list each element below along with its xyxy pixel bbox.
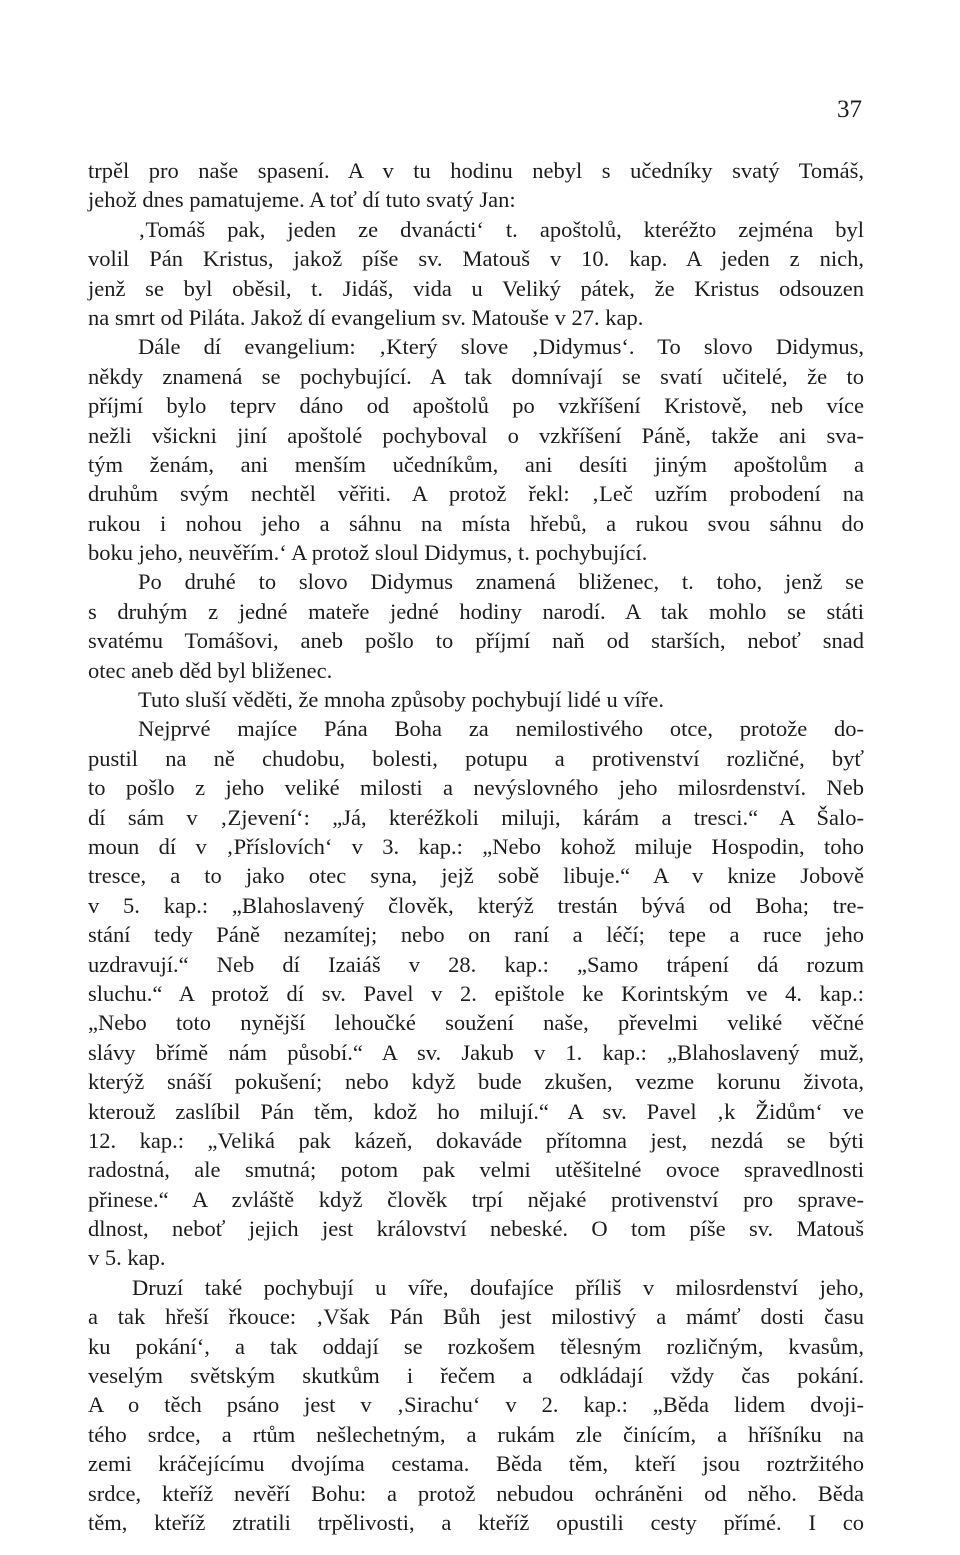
text-line: Po druhé to slovo Didymus znamená bliženec, t. toho, jenž se xyxy=(138,569,864,595)
text-line: druhům svým nechtěl věřiti. A protož řekl: ‚Leč uzřím probodení na xyxy=(88,481,864,507)
text-line: na smrt od Piláta. Jakož dí evangelium sv. Matouše v 27. kap. xyxy=(88,304,644,330)
text-line: volil Pán Kristus, jakož píše sv. Matouš v 10. kap. A jeden z nich, xyxy=(88,246,864,272)
text-line: tresce, a to jako otec syna, jejž sobě libuje.“ A v knize Jobově xyxy=(88,863,864,889)
text-line: pustil na ně chudobu, bolesti, potupu a protivenství rozličné, byť xyxy=(88,745,864,771)
text-line: s druhým z jedné mateře jedné hodiny narodí. A tak mohlo se státi xyxy=(88,598,864,624)
text-line: moun dí v ‚Příslovích‘ v 3. kap.: „Nebo kohož miluje Hospodin, toho xyxy=(88,833,864,859)
text-line: radostná, ale smutná; potom pak velmi utěšitelné ovoce spravedlnosti xyxy=(88,1157,864,1183)
text-line: tým ženám, ani menším učedníkům, ani desíti jiným apoštolům a xyxy=(88,451,864,477)
text-line: nežli všicknі jiní apoštolé pochyboval o vzkříšení Páně, takže ani sva- xyxy=(88,422,864,448)
text-line: v 5. kap. xyxy=(88,1245,166,1271)
text-line: ku pokání‘, a tak oddají se rozkošem tělesným rozličným, kvasům, xyxy=(88,1333,864,1359)
text-line: Dále dí evangelium: ‚Který slove ‚Didymus‘. To slovo Didymus, xyxy=(138,334,864,360)
text-line: svatému Tomášovi, aneb pošlo to příjmí naň od starších, neboť snad xyxy=(88,628,864,654)
text-line: veselým světským skutkům i řečem a odkládají vždy čas pokání. xyxy=(88,1363,864,1389)
text-line: otec aneb děd byl bliženec. xyxy=(88,657,333,683)
text-line: Nejprvé majíce Pána Boha za nemilostivého otce, protože do- xyxy=(138,716,864,742)
text-line: uzdravují.“ Neb dí Izaiáš v 28. kap.: „Samo trápení dá rozum xyxy=(88,951,864,977)
text-line: zemi kráčejícímu dvojíma cestama. Běda těm, kteří jsou roztržitého xyxy=(88,1451,864,1477)
text-line: srdce, kteříž nevěří Bohu: a protož nebudou ochráněni od něho. Běda xyxy=(88,1480,864,1506)
body-text xyxy=(88,156,864,1537)
text-line: sluchu.“ A protož dí sv. Pavel v 2. epištole ke Korintským ve 4. kap.: xyxy=(88,980,864,1006)
text-line: přinese.“ A zvláště když člověk trpí nějaké protivenství pro sprave- xyxy=(88,1186,864,1212)
text-line: 12. kap.: „Veliká pak kázeň, dokaváde přítomna jest, nezdá se býti xyxy=(88,1127,864,1153)
text-line: to pošlo z jeho veliké milosti a nevýslovného jeho milosrdenství. Neb xyxy=(88,775,864,801)
text-line: dlnost, neboť jejich jest království nebeské. O tom píše sv. Matouš xyxy=(88,1216,864,1242)
text-line: jehož dnes pamatujeme. A toť dí tuto svatý Jan: xyxy=(88,187,516,213)
text-line: Druzí také pochybují u víře, doufajíce příliš v milosrdenství jeho, xyxy=(132,1274,864,1300)
text-line: a tak hřeší řkouce: ‚Však Pán Bůh jest milostivý a mámť dosti času xyxy=(88,1304,864,1330)
text-line: příjmí bylo teprv dáno od apoštolů po vzkříšení Kristově, neb více xyxy=(88,393,864,419)
text-line: Tuto sluší věděti, že mnoha způsoby pochybují lidé u víře. xyxy=(138,687,664,713)
page-number: 37 xyxy=(837,96,862,123)
text-line: stání tedy Páně nezamítej; nebo on raní a léčí; tepe a ruce jeho xyxy=(88,922,864,948)
text-line: boku jeho, neuvěřím.‘ A protož sloul Didymus, t. pochybující. xyxy=(88,540,648,566)
text-line: slávy břímě nám působí.“ A sv. Jakub v 1. kap.: „Blahoslavený muž, xyxy=(88,1039,864,1065)
text-line: kterýž snáší pokušení; nebo když bude zkušen, vezme korunu života, xyxy=(88,1069,864,1095)
text-line: rukou i nohou jeho a sáhnu na místa hřebů, a rukou svou sáhnu do xyxy=(88,510,864,536)
text-line: dí sám v ‚Zjevení‘: „Já, kteréžkoli miluji, kárám a tresci.“ A Šalo- xyxy=(88,804,864,830)
text-line: A o těch psáno jest v ‚Sirachu‘ v 2. kap.: „Běda lidem dvoji- xyxy=(88,1392,864,1418)
text-line: ‚Tomáš pak, jeden ze dvanácti‘ t. apoštolů, kteréžto zejména byl xyxy=(138,216,864,242)
text-line: někdy znamená se pochybující. A tak domnívají se svatí učitelé, že to xyxy=(88,363,864,389)
text-line: jenž se byl oběsil, t. Jidáš, vida u Veliký pátek, že Kristus odsouzen xyxy=(88,275,864,301)
text-line: těm, kteříž ztratili trpělivosti, a kteříž opustili cesty přímé. I co xyxy=(88,1509,864,1535)
text-line: „Nebo toto nynější lehoučké soužení naše, převelmi veliké věčné xyxy=(88,1010,864,1036)
text-line: v 5. kap.: „Blahoslavený člověk, kterýž trestán bývá od Boha; tre- xyxy=(88,892,864,918)
text-line: trpěl pro naše spasení. A v tu hodinu nebyl s učedníky svatý Tomáš, xyxy=(88,158,864,183)
text-line: kterouž zaslíbil Pán těm, kdož ho milují.“ A sv. Pavel ‚k Židům‘ ve xyxy=(88,1098,864,1124)
text-line: tého srdce, a rtům nešlechetným, a rukám zle činícím, a hříšníku na xyxy=(88,1421,864,1447)
